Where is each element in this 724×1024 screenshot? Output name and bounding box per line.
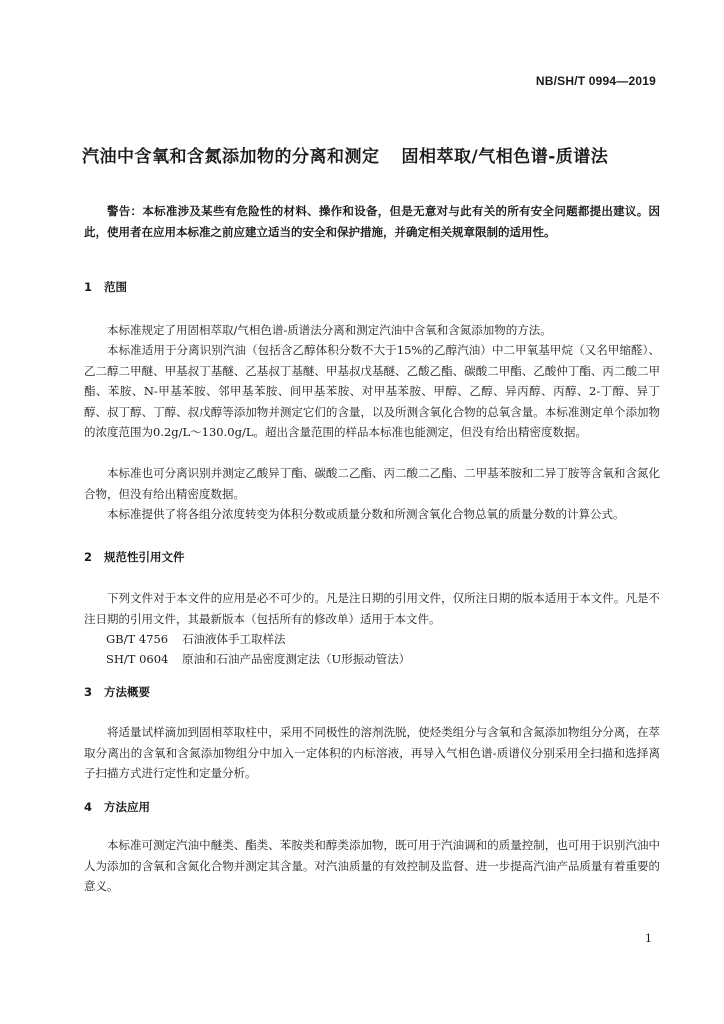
document-title bbox=[82, 142, 672, 167]
title-sub: 固相萃取/气相色谱-质谱法 bbox=[401, 147, 609, 167]
section-1-heading bbox=[84, 279, 127, 295]
section-number: 2 bbox=[84, 550, 93, 564]
standard-code: NB/SH/T 0994—2019 bbox=[535, 74, 656, 88]
page-number: 1 bbox=[645, 932, 652, 945]
section-1-paragraph: 本标准规定了用固相萃取/气相色谱-质谱法分离和测定汽油中含氧和含氮添加物的方法。 bbox=[107, 323, 552, 337]
section-number: 4 bbox=[84, 800, 93, 814]
section-title: 范围 bbox=[104, 280, 127, 294]
reference-code: GB/T 4756 bbox=[106, 632, 169, 646]
safety-warning: 警告：本标准涉及某些有危险性的材料、操作和设备，但是无意对与此有关的所有安全问题都提出建议。因此，使用者在应用本标准之前应建立适当的安全和保护措施，并确定相关规章限制的适用性。 bbox=[84, 204, 660, 239]
section-number: 1 bbox=[84, 280, 93, 294]
section-title: 规范性引用文件 bbox=[104, 550, 185, 564]
reference-item bbox=[106, 651, 410, 667]
section-4-paragraph: 本标准可测定汽油中醚类、酯类、苯胺类和醇类添加物，既可用于汽油调和的质量控制，也可用于识别汽油中人为添加的含氧和含氮化合物并测定其含量。对汽油质量的有效控制及监督、进一步提高汽油产品质量有着重要的意义。 bbox=[84, 838, 660, 893]
section-3-heading bbox=[84, 684, 150, 700]
title-main: 汽油中含氧和含氮添加物的分离和测定 bbox=[82, 147, 380, 167]
section-1-paragraph: 本标准适用于分离识别汽油（包括含乙醇体积分数不大于15%的乙醇汽油）中二甲氧基甲烷（又名甲缩醛）、乙二醇二甲醚、甲基叔丁基醚、乙基叔丁基醚、甲基叔戊基醚、乙酸乙酯、碳酸二甲酯、乙酸仲丁酯、丙二酸二甲酯、苯胺、N-甲基苯胺、邻甲基苯胺、间甲基苯胺、对甲基苯胺、甲醇、乙醇、异丙醇、丙醇、2-丁醇、异丁醇、叔丁醇、丁醇、叔戊醇等添加物并测定它们的含量，以及所测含氧化合物的总氧含量。本标准测定单个添加物的浓度范围为0.2g/L～130.0g/L。超出含量范围的样品本标准也能测定，但没有给出精密度数据。 bbox=[84, 343, 660, 439]
section-number: 3 bbox=[84, 685, 93, 699]
section-3-paragraph: 将适量试样滴加到固相萃取柱中，采用不同极性的溶剂洗脱，使烃类组分与含氧和含氮添加物组分分离，在萃取分离出的含氧和含氮添加物组分中加入一定体积的内标溶液，再导入气相色谱-质谱仪分别采用全扫描和选择离子扫描方式进行定性和定量分析。 bbox=[84, 725, 660, 780]
reference-name: 石油液体手工取样法 bbox=[182, 632, 286, 646]
section-2-paragraph: 下列文件对于本文件的应用是必不可少的。凡是注日期的引用文件，仅所注日期的版本适用于本文件。凡是不注日期的引用文件，其最新版本（包括所有的修改单）适用于本文件。 bbox=[84, 591, 660, 626]
reference-item bbox=[106, 631, 286, 647]
reference-code: SH/T 0604 bbox=[106, 652, 169, 666]
reference-name: 原油和石油产品密度测定法（U形振动管法） bbox=[182, 652, 411, 666]
section-1-paragraph: 本标准也可分离识别并测定乙酸异丁酯、碳酸二乙酯、丙二酸二乙酯、二甲基苯胺和二异丁胺等含氧和含氮化合物，但没有给出精密度数据。 bbox=[84, 466, 660, 501]
section-title: 方法应用 bbox=[104, 800, 150, 814]
section-title: 方法概要 bbox=[104, 685, 150, 699]
section-2-heading bbox=[84, 549, 185, 565]
section-4-heading bbox=[84, 799, 150, 815]
section-1-paragraph: 本标准提供了将各组分浓度转变为体积分数或质量分数和所测含氧化合物总氧的质量分数的计算公式。 bbox=[107, 507, 625, 521]
